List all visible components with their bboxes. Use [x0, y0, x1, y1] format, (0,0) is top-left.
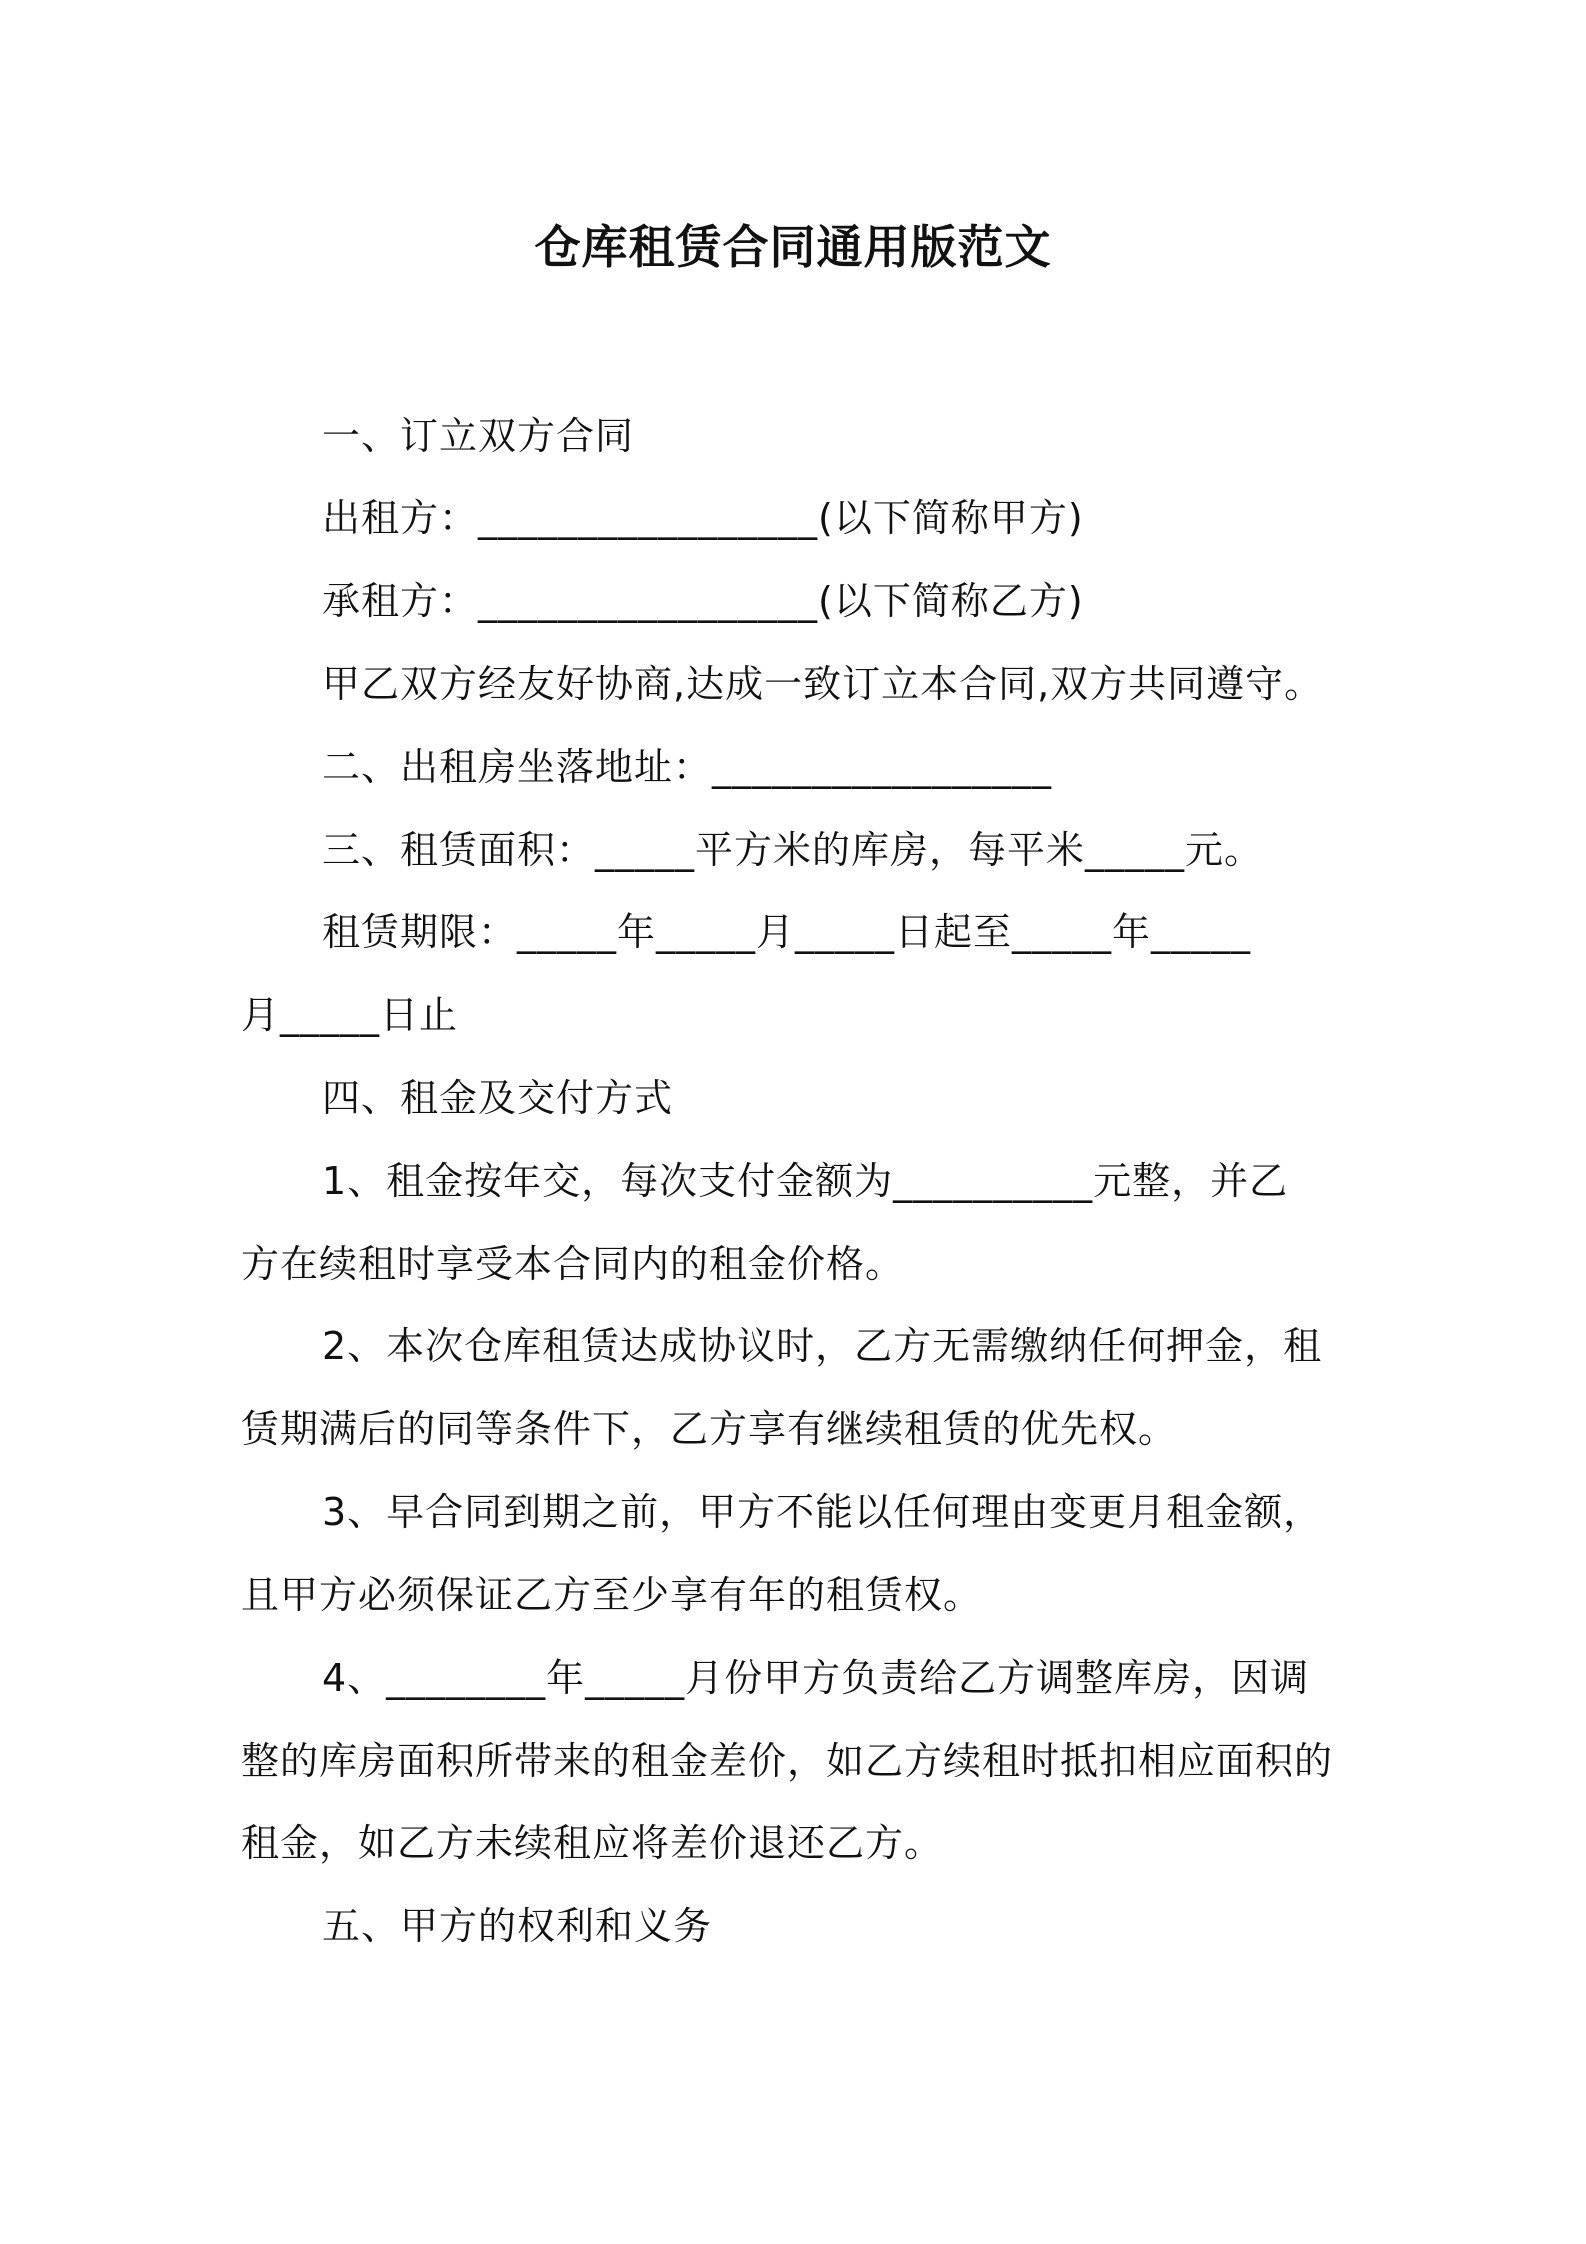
clause-4-4-line-1: 4、________年_____月份甲方负责给乙方调整库房，因调 [322, 1656, 1310, 1700]
document-title: 仓库租赁合同通用版范文 [534, 220, 1052, 274]
clause-4-2-line-2: 赁期满后的同等条件下，乙方享有继续租赁的优先权。 [241, 1407, 1178, 1451]
section-4-heading: 四、租金及交付方式 [322, 1076, 674, 1120]
clause-4-3-line-1: 3、早合同到期之前，甲方不能以任何理由变更月租金额， [322, 1490, 1323, 1534]
clause-4-2-line-1: 2、本次仓库租赁达成协议时，乙方无需缴纳任何押金，租 [322, 1324, 1323, 1368]
agreement-line: 甲乙双方经友好协商,达成一致订立本合同,双方共同遵守。 [322, 662, 1324, 706]
section-1-heading: 一、订立双方合同 [322, 414, 635, 458]
lease-term-line: 租赁期限：_____年_____月_____日起至_____年_____ [322, 910, 1252, 954]
clause-4-4-line-3: 租金，如乙方未续租应将差价退还乙方。 [241, 1821, 944, 1865]
lease-term-line-cont: 月_____日止 [241, 993, 459, 1037]
clause-4-1-line-2: 方在续租时享受本合同内的租金价格。 [241, 1242, 905, 1286]
lessee-line: 承租方：_________________(以下简称乙方) [322, 579, 1084, 623]
section-3-area: 三、租赁面积：_____平方米的库房，每平米_____元。 [322, 828, 1264, 872]
section-5-heading: 五、甲方的权利和义务 [322, 1904, 713, 1948]
clause-4-4-line-2: 整的库房面积所带来的租金差价，如乙方续租时抵扣相应面积的 [241, 1739, 1334, 1783]
clause-4-1-line-1: 1、租金按年交，每次支付金额为__________元整，并乙 [322, 1159, 1289, 1203]
section-2-address: 二、出租房坐落地址：_________________ [322, 745, 1053, 789]
clause-4-3-line-2: 且甲方必须保证乙方至少享有年的租赁权。 [241, 1573, 983, 1617]
lessor-line: 出租方：_________________(以下简称甲方) [322, 496, 1084, 540]
